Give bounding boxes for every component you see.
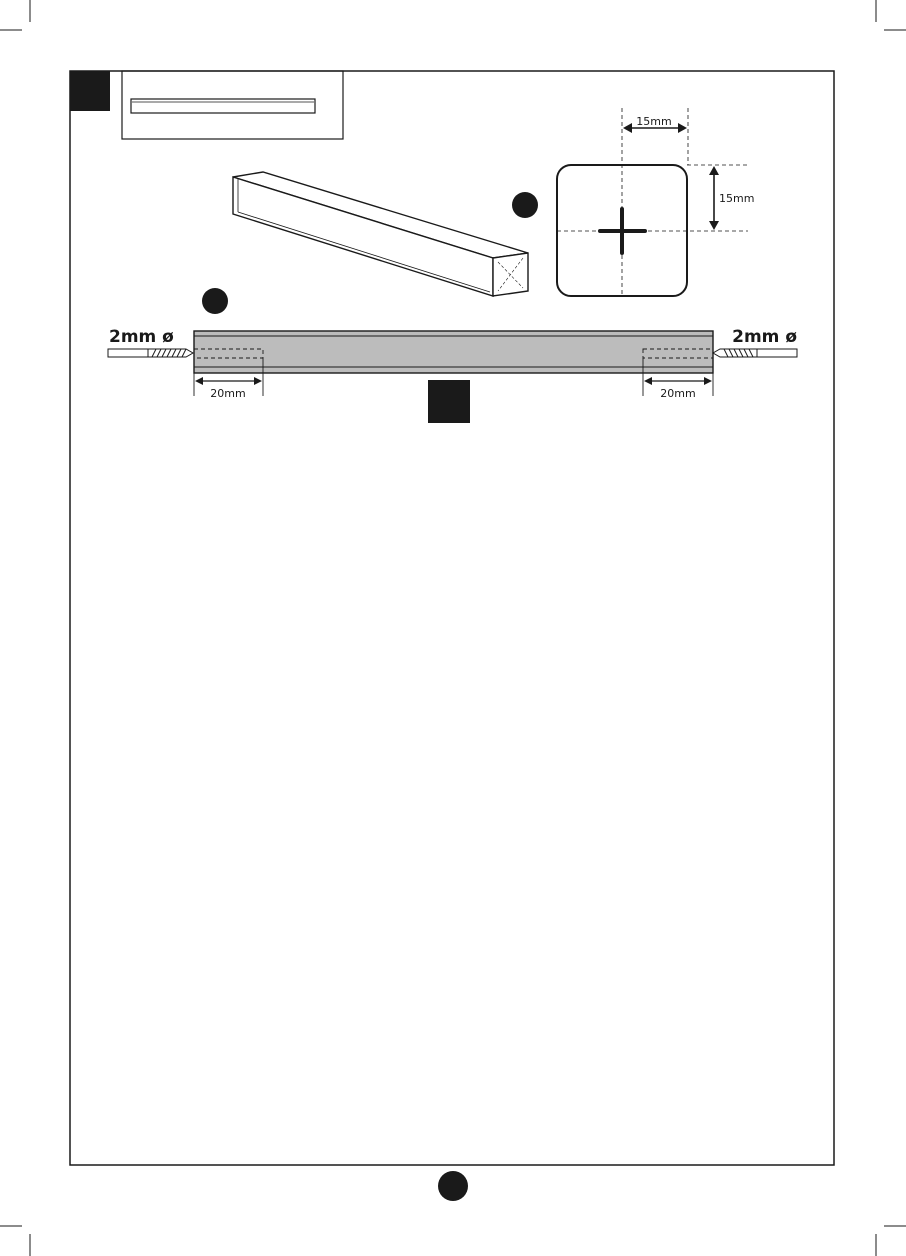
step-badge [70,71,110,111]
batten-3d-illustration [233,172,528,296]
height-dimension-label: 15mm [719,192,755,205]
width-dimension-label: 15mm [636,115,672,128]
depth-left-label: 20mm [210,387,246,400]
drill-bit-left-icon [108,349,193,357]
end-view-diagram [557,108,754,296]
drill-size-right-label: 2mm ø [732,327,797,347]
callout-dot-end-view [512,192,538,218]
parts-box [122,71,343,139]
callout-dot-side-view [202,288,228,314]
step-marker-square [428,380,470,423]
depth-right-label: 20mm [660,387,696,400]
page-number-dot [438,1171,468,1201]
drill-size-left-label: 2mm ø [109,327,174,347]
drill-bit-right-icon [713,349,797,357]
stick-part-icon [131,99,315,113]
